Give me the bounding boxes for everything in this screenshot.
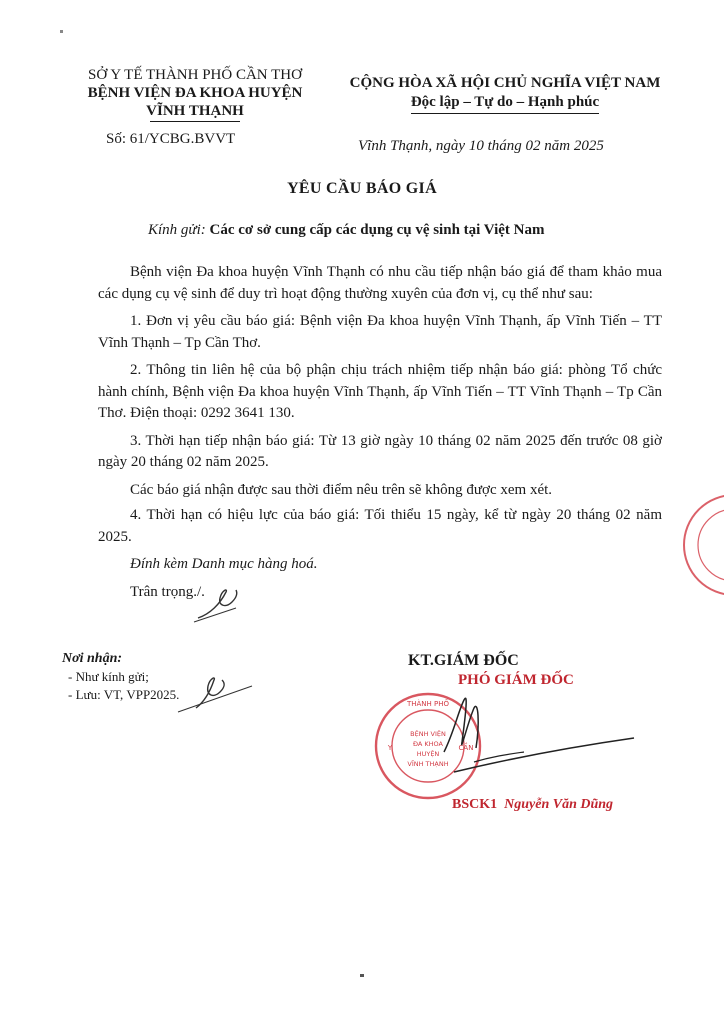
recipients-block xyxy=(62,650,179,704)
signatory-role: KT.GIÁM ĐỐC xyxy=(408,652,519,669)
scan-speck xyxy=(60,30,63,33)
hospital-name: BỆNH VIỆN ĐA KHOA HUYỆN xyxy=(87,85,303,101)
partial-seal-icon xyxy=(678,490,724,600)
archive-scribble-icon xyxy=(176,672,256,716)
issuer-header xyxy=(60,66,330,122)
item-4-paragraph: 4. Thời hạn có hiệu lực của báo giá: Tối thiểu 15 ngày, kể từ ngày 20 tháng 02 năm 2025. xyxy=(98,507,662,545)
item-1-paragraph: 1. Đơn vị yêu cầu báo giá: Bệnh viện Đa khoa huyện Vĩnh Thạnh, ấp Vĩnh Tiến – TT Vĩnh Thạnh – Tp Cần Thơ. xyxy=(98,313,662,351)
svg-text:HUYỆN: HUYỆN xyxy=(416,750,440,758)
document-number: Số: 61/YCBG.BVVT xyxy=(106,131,236,147)
recipient-label: Kính gửi xyxy=(148,222,201,238)
svg-text:THÀNH PHỐ: THÀNH PHỐ xyxy=(406,700,450,708)
initials-scribble-icon xyxy=(192,584,252,624)
svg-text:ĐA KHOA: ĐA KHOA xyxy=(412,740,444,748)
national-header xyxy=(325,74,685,114)
svg-text:Y: Y xyxy=(387,744,393,752)
national-motto: Độc lập – Tự do – Hạnh phúc xyxy=(411,93,599,114)
place-date: Vĩnh Thạnh, ngày 10 tháng 02 năm 2025 xyxy=(358,138,604,154)
svg-text:CẦN: CẦN xyxy=(458,744,474,752)
header-divider xyxy=(150,121,240,122)
signatory-name-line xyxy=(452,797,613,813)
attachment-note: Đính kèm Danh mục hàng hoá. xyxy=(130,556,318,572)
signatory-deputy-role: PHÓ GIÁM ĐỐC xyxy=(458,672,574,688)
recipient-item: - Như kính gửi; xyxy=(68,669,149,684)
signatory-name: Nguyễn Văn Dũng xyxy=(504,797,614,812)
item-3-paragraph: 3. Thời hạn tiếp nhận báo giá: Từ 13 giờ ngày 10 tháng 02 năm 2025 đến trước 08 giờ ngày 20 tháng 02 năm 2025. xyxy=(98,432,662,470)
hospital-location: VĨNH THẠNH xyxy=(146,103,244,119)
late-note-paragraph: Các báo giá nhận được sau thời điểm nêu trên sẽ không được xem xét. xyxy=(130,481,553,498)
department-name: SỞ Y TẾ THÀNH PHỐ CẦN THƠ xyxy=(88,67,302,83)
document-body xyxy=(98,262,662,609)
recipient-item: - Lưu: VT, VPP2025. xyxy=(68,687,180,702)
closing-line: Trân trọng./. xyxy=(130,583,205,600)
recipients-label: Nơi nhận: xyxy=(62,651,123,666)
recipient-line: Kính gửi: Các cơ sở cung cấp các dụng cụ vệ sinh tại Việt Nam xyxy=(148,222,545,238)
signature-icon xyxy=(414,682,644,792)
signatory-degree: BSCK1 xyxy=(452,797,498,812)
item-2-paragraph: 2. Thông tin liên hệ của bộ phận chịu trách nhiệm tiếp nhận báo giá: phòng Tổ chức hành chính, Bệnh viện Đa khoa huyện Vĩnh Thạnh, ấp Vĩnh Tiến – TT Vĩnh Thạnh – Tp Cần Thơ. Điện thoại: 0292 3641 130. xyxy=(98,362,662,421)
recipient-value: Các cơ sở cung cấp các dụng cụ vệ sinh tại Việt Nam xyxy=(209,222,545,238)
intro-paragraph: Bệnh viện Đa khoa huyện Vĩnh Thạnh có nhu cầu tiếp nhận báo giá để tham khảo mua các dụng cụ vệ sinh để duy trì hoạt động thường xuyên của đơn vị, cụ thể như sau: xyxy=(98,264,662,302)
stamp-text: VĨNH THẠNH xyxy=(407,760,449,768)
country-name: CỘNG HÒA XÃ HỘI CHỦ NGHĨA VIỆT NAM xyxy=(349,75,661,91)
scan-speck xyxy=(360,974,364,977)
document-title: YÊU CẦU BÁO GIÁ xyxy=(287,180,437,197)
svg-text:BỆNH VIỆN: BỆNH VIỆN xyxy=(410,730,446,738)
